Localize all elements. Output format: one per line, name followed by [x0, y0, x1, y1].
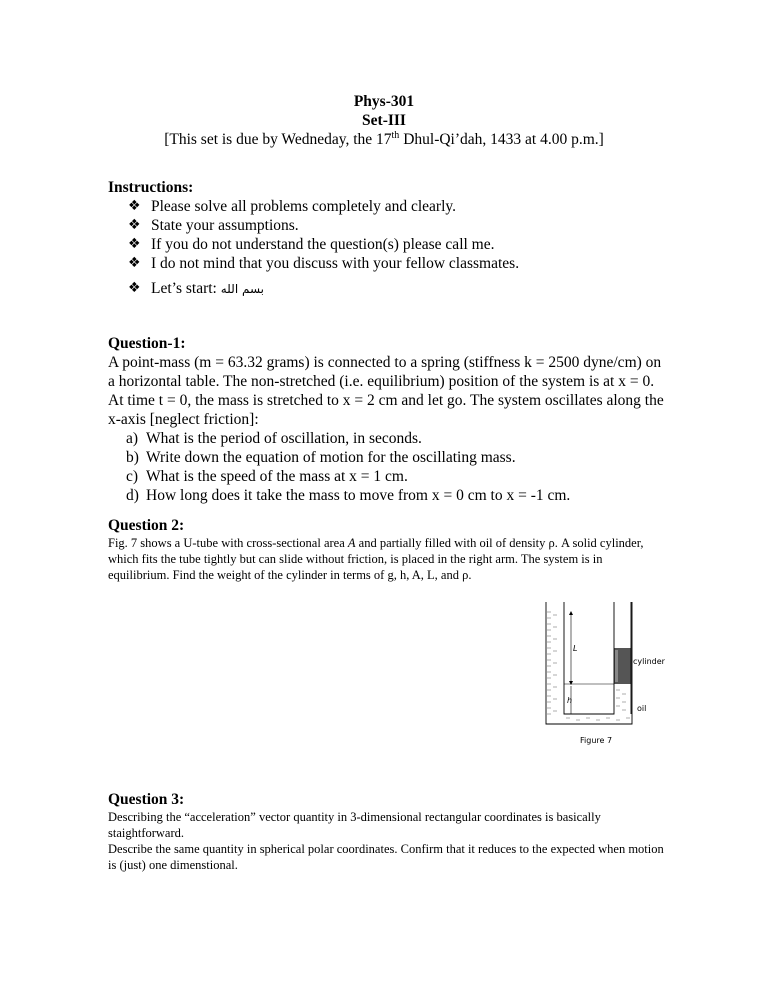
part-text: What is the period of oscillation, in seconds. [146, 430, 422, 447]
document-header [0, 92, 768, 149]
question-3-heading: Question 3: [108, 791, 185, 808]
instruction-text: I do not mind that you discuss with your fellow classmates. [151, 255, 520, 272]
due-date-line [0, 130, 768, 149]
figure-label-L: L [573, 644, 578, 653]
diamond-bullet-icon: ❖ [128, 198, 141, 214]
instruction-item [128, 235, 668, 254]
diamond-bullet-icon: ❖ [128, 236, 141, 252]
due-text-start: [This set is due by Wedneday, the 17 [164, 131, 392, 148]
arabic-basmala: بسم الله [220, 282, 264, 296]
question-1 [108, 334, 664, 505]
bottom-oil-hatching [566, 718, 630, 720]
question-part [108, 486, 664, 505]
part-text: Write down the equation of motion for the oscillating mass. [146, 449, 516, 466]
instructions-list [108, 197, 668, 299]
instruction-text: If you do not understand the question(s) please call me. [151, 236, 495, 253]
instruction-item-start [128, 279, 668, 299]
part-marker: d) [126, 487, 139, 504]
figure-label-oil: oil [637, 704, 647, 713]
question-2-text-a: Fig. 7 shows a U-tube with cross-sectional area [108, 536, 348, 550]
question-part [108, 429, 664, 448]
question-3-line-2: Describe the same quantity in spherical polar coordinates. Confirm that it reduces to the expected when motion is (just) one dimenstional. [108, 842, 664, 872]
instruction-item [128, 197, 668, 216]
area-symbol: A [347, 536, 356, 550]
question-1-heading: Question-1: [108, 335, 186, 352]
question-1-parts [108, 429, 664, 505]
question-part [108, 467, 664, 486]
diamond-bullet-icon: ❖ [128, 255, 141, 271]
start-label: Let’s start: [151, 280, 217, 297]
instruction-text: Please solve all problems completely and clearly. [151, 198, 457, 215]
diamond-bullet-icon: ❖ [128, 217, 141, 233]
question-3 [108, 790, 664, 873]
part-marker: a) [126, 430, 139, 447]
figure-caption: Figure 7 [580, 736, 613, 745]
part-marker: b) [126, 449, 139, 466]
right-oil-hatching [616, 690, 626, 710]
question-2-body [108, 535, 664, 583]
part-text: How long does it take the mass to move from x = 0 cm to x = -1 cm. [146, 487, 571, 504]
part-marker: c) [126, 468, 139, 485]
u-tube-figure [520, 598, 670, 753]
due-text-end: Dhul-Qi’dah, 1433 at 4.00 p.m.] [399, 131, 604, 148]
instructions-section [108, 178, 668, 299]
question-3-line-1: Describing the “acceleration” vector quantity in 3-dimensional rectangular coordinates is basically staightforward. [108, 810, 601, 840]
instruction-text: State your assumptions. [151, 217, 299, 234]
due-superscript: th [391, 129, 400, 141]
question-part [108, 448, 664, 467]
course-code: Phys-301 [353, 93, 415, 110]
question-2-heading: Question 2: [108, 517, 185, 534]
question-1-body: A point-mass (m = 63.32 grams) is connected to a spring (stiffness k = 2500 dyne/cm) on a horizontal table. The non-stretched (i.e. equilibrium) position of the system is at x = 0. At time t = 0, the mass is stretched to x = 2 cm and let go. The system oscillates along the x-axis [neglect friction]: [108, 354, 664, 428]
figure-label-cylinder: cylinder [633, 657, 665, 666]
question-2 [108, 516, 664, 583]
instruction-item [128, 254, 668, 273]
instructions-heading: Instructions: [108, 179, 194, 196]
figure-label-h: h [567, 696, 573, 705]
set-title: Set-III [362, 112, 406, 129]
diamond-bullet-icon: ❖ [128, 280, 141, 296]
part-text: What is the speed of the mass at x = 1 cm. [146, 468, 408, 485]
question-2-text-b: and partially filled with oil of density ρ. A solid cylinder, which fits the tube tightly but can slide without friction, is placed in the right arm. The system is in equilibrium. Find the weight of the cylinder in terms of g, h, A, L, and ρ. [108, 536, 644, 582]
instruction-item [128, 216, 668, 235]
